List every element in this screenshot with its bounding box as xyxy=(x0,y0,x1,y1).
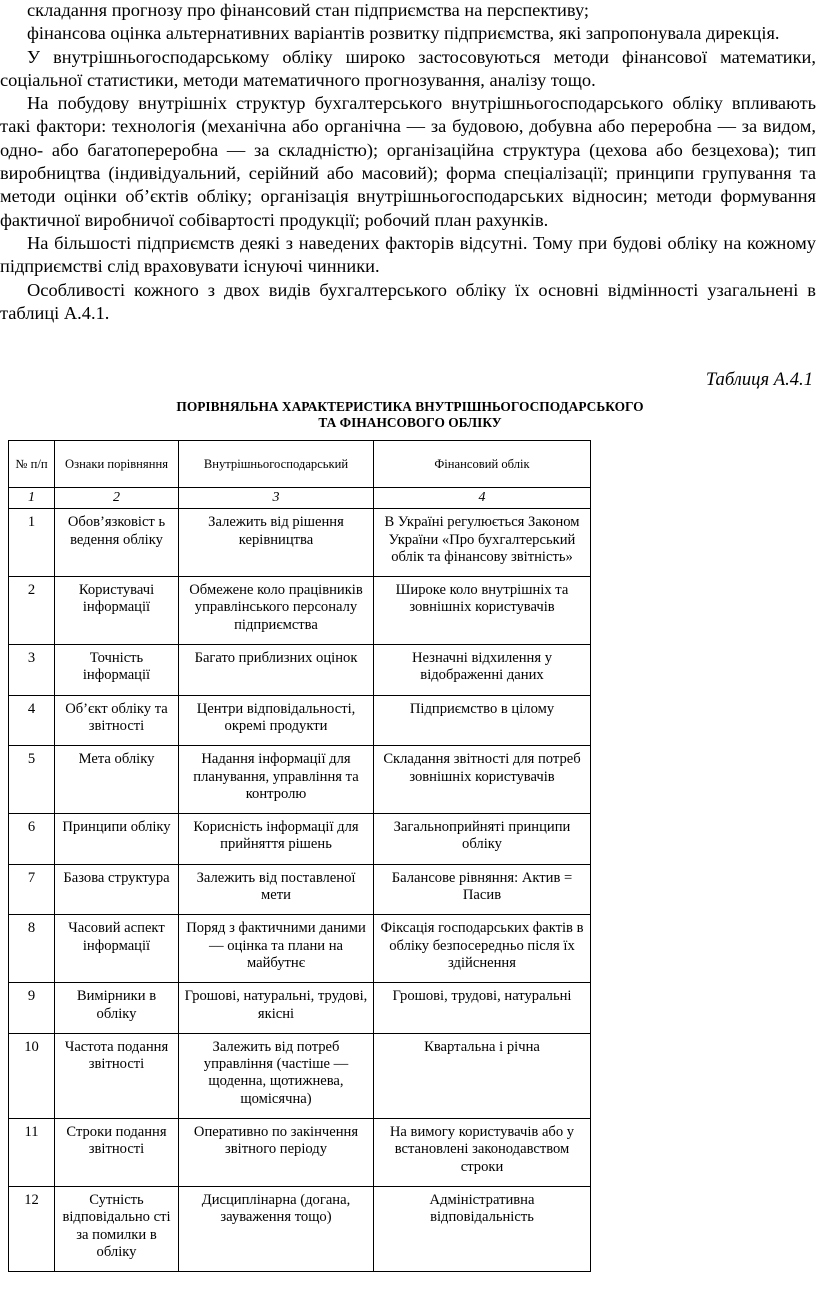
column-number: 2 xyxy=(55,488,179,509)
table-row xyxy=(9,509,591,577)
cell-criteria: Часовий аспект інформації xyxy=(55,915,179,983)
paragraph: У внутрішньогосподарському обліку широко застосовуються методи фінансової математики, соціальної статистики, методи математичного прогнозування, аналізу тощо. xyxy=(0,46,816,90)
cell-financial: Адміністративна відповідальність xyxy=(374,1186,591,1271)
cell-financial: Балансове рівняння: Актив = Пасив xyxy=(374,864,591,915)
cell-criteria: Базова структура xyxy=(55,864,179,915)
cell-financial: Фіксація господарських фактів в обліку безпосередньо після їх здійснення xyxy=(374,915,591,983)
cell-internal: Дисциплінарна (догана, зауваження тощо) xyxy=(179,1186,374,1271)
cell-criteria: Користувачі інформації xyxy=(55,577,179,645)
cell-financial: Підприємство в цілому xyxy=(374,695,591,746)
cell-financial: На вимогу користувачів або у встановлені законодавством строки xyxy=(374,1119,591,1187)
table-row xyxy=(9,746,591,814)
header-criteria: Ознаки порівняння xyxy=(55,441,179,488)
cell-financial: Грошові, трудові, натуральні xyxy=(374,983,591,1034)
cell-criteria: Частота подання звітності xyxy=(55,1033,179,1118)
cell-financial: Загальноприйняті принципи обліку xyxy=(374,814,591,865)
cell-criteria: Вимірники в обліку xyxy=(55,983,179,1034)
table-caption: Таблиця А.4.1 xyxy=(705,369,813,390)
cell-financial: Широке коло внутрішніх та зовнішніх користувачів xyxy=(374,577,591,645)
body-text xyxy=(0,0,816,325)
cell-criteria: Сутність відповідально сті за помилки в обліку xyxy=(55,1186,179,1271)
header-financial: Фінансовий облік xyxy=(374,441,591,488)
cell-internal: Обмежене коло працівників управлінського персоналу підприємства xyxy=(179,577,374,645)
cell-internal: Оперативно по закінчення звітного періоду xyxy=(179,1119,374,1187)
table-row xyxy=(9,814,591,865)
paragraph: фінансова оцінка альтернативних варіантів розвитку підприємства, які запропонувала дирекція. xyxy=(27,23,780,44)
table-row xyxy=(9,695,591,746)
cell-number: 12 xyxy=(9,1186,55,1271)
paragraph: На побудову внутрішніх структур бухгалтерського внутрішньогосподарського обліку впливають такі фактори: технологія (механічна або органічна — за будовою, добувна або переробна — за видом, одно- або багатопереробна — за складністю); організаційна структура (цехова або безцехова); тип виробництва (індивідуальний, серійний або масовий); форма спеціалізації; принципи групування та методи оцінки об’єктів обліку; організація внутрішньогосподарських відносин; методи формування фактичної виробничої собівартості продукції; робочий план рахунків. xyxy=(0,93,816,230)
cell-financial: Складання звітності для потреб зовнішніх користувачів xyxy=(374,746,591,814)
table-row xyxy=(9,864,591,915)
paragraph: складання прогнозу про фінансовий стан підприємства на перспективу; xyxy=(27,0,590,20)
cell-number: 10 xyxy=(9,1033,55,1118)
cell-number: 3 xyxy=(9,645,55,696)
cell-number: 5 xyxy=(9,746,55,814)
table-row xyxy=(9,577,591,645)
cell-internal: Залежить від поставленої мети xyxy=(179,864,374,915)
cell-internal: Залежить від рішення керівництва xyxy=(179,509,374,577)
cell-internal: Надання інформації для планування, управління та контролю xyxy=(179,746,374,814)
cell-number: 4 xyxy=(9,695,55,746)
cell-criteria: Обов’язковіст ь ведення обліку xyxy=(55,509,179,577)
cell-criteria: Принципи обліку xyxy=(55,814,179,865)
cell-number: 1 xyxy=(9,509,55,577)
cell-criteria: Строки подання звітності xyxy=(55,1119,179,1187)
comparison-table xyxy=(8,440,591,1272)
cell-internal: Багато приблизних оцінок xyxy=(179,645,374,696)
cell-internal: Корисність інформації для прийняття рішень xyxy=(179,814,374,865)
paragraph: На більшості підприємств деякі з наведених факторів відсутні. Тому при будові обліку на кожному підприємстві слід враховувати існуючі чинники. xyxy=(0,232,816,277)
cell-number: 11 xyxy=(9,1119,55,1187)
cell-number: 2 xyxy=(9,577,55,645)
table-row xyxy=(9,983,591,1034)
cell-financial: Квартальна і річна xyxy=(374,1033,591,1118)
table-row xyxy=(9,915,591,983)
table-row xyxy=(9,645,591,696)
table-row xyxy=(9,1186,591,1271)
cell-number: 6 xyxy=(9,814,55,865)
column-number: 1 xyxy=(9,488,55,509)
table-row xyxy=(9,1119,591,1187)
column-number: 3 xyxy=(179,488,374,509)
table-title-line: ПОРІВНЯЛЬНА ХАРАКТЕРИСТИКА ВНУТРІШНЬОГОСПОДАРСЬКОГО xyxy=(176,399,644,414)
column-number: 4 xyxy=(374,488,591,509)
table-title xyxy=(110,399,710,431)
table-header-row xyxy=(9,441,591,488)
table-title-line: ТА ФІНАНСОВОГО ОБЛІКУ xyxy=(318,415,502,430)
cell-criteria: Точність інформації xyxy=(55,645,179,696)
cell-criteria: Об’єкт обліку та звітності xyxy=(55,695,179,746)
header-number: № п/п xyxy=(9,441,55,488)
cell-number: 7 xyxy=(9,864,55,915)
cell-financial: В Україні регулюється Законом України «Про бухгалтерський облік та фінансову звітність» xyxy=(374,509,591,577)
cell-internal: Центри відповідальності, окремі продукти xyxy=(179,695,374,746)
cell-criteria: Мета обліку xyxy=(55,746,179,814)
column-number-row xyxy=(9,488,591,509)
cell-internal: Грошові, натуральні, трудові, якісні xyxy=(179,983,374,1034)
cell-number: 9 xyxy=(9,983,55,1034)
cell-internal: Залежить від потреб управління (частіше — щоденна, щотижнева, щомісячна) xyxy=(179,1033,374,1118)
header-internal: Внутрішньогосподарський xyxy=(179,441,374,488)
paragraph: Особливості кожного з двох видів бухгалтерського обліку їх основні відмінності узагальнені в таблиці А.4.1. xyxy=(0,279,816,323)
cell-financial: Незначні відхилення у відображенні даних xyxy=(374,645,591,696)
cell-internal: Поряд з фактичними даними — оцінка та плани на майбутнє xyxy=(179,915,374,983)
table-row xyxy=(9,1033,591,1118)
cell-number: 8 xyxy=(9,915,55,983)
